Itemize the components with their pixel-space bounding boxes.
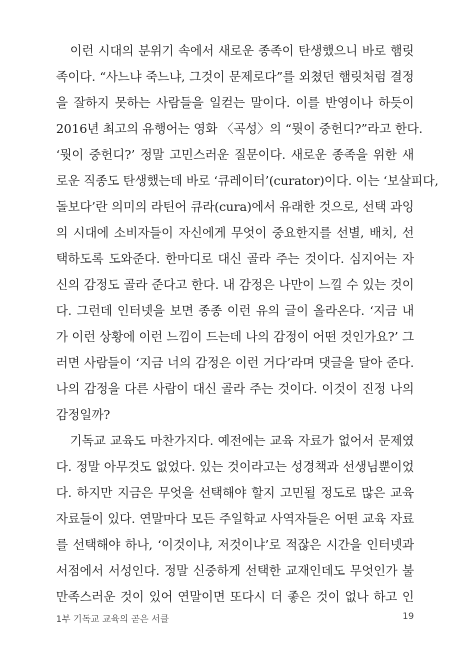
paragraph-1-line: 족이다. “사느냐 죽느냐, 그것이 문제로다”를 외쳤던 햄릿처럼 결정 xyxy=(56,69,414,84)
paragraph-1-line: 신의 감정도 골라 준다고 한다. 내 감정은 나만이 느낄 수 있는 것이 xyxy=(56,277,414,292)
paragraph-1-line: 을 잘하지 못하는 사람들을 일컫는 말이다. 이를 반영이나 하듯이 xyxy=(56,95,414,110)
paragraph-1-line: 돌보다’란 의미의 라틴어 큐라(cura)에서 유래한 것으로, 선택 과잉 xyxy=(56,199,414,214)
paragraph-2-line: 자료들이 있다. 연말마다 모든 주일학교 사역자들은 어떤 교육 자료 xyxy=(56,511,414,526)
paragraph-1-line: 다. 그런데 인터넷을 보면 종종 이런 유의 글이 올라온다. ‘지금 내 xyxy=(56,303,414,318)
paragraph-1-line: 러면 사람들이 ‘지금 너의 감정은 이런 거다’라며 댓글을 달아 준다. xyxy=(56,355,414,370)
paragraph-1-line: 이런 시대의 분위기 속에서 새로운 종족이 탄생했으니 바로 햄릿 xyxy=(70,43,414,58)
page-footer xyxy=(56,612,414,626)
body-text xyxy=(56,38,439,610)
paragraph-1-line: 가 이런 상황에 이런 느낌이 드는데 나의 감정이 어떤 것인가요?’ 그 xyxy=(56,329,414,344)
paragraph-1-line: 로운 직종도 탄생했는데 바로 ‘큐레이터’(curator)이다. 이는 ‘보살피다, xyxy=(56,173,439,188)
page-number: 19 xyxy=(402,612,414,622)
paragraph-1-last-line: 감정일까? xyxy=(56,407,111,422)
paragraph-1-line: 나의 감정을 다른 사람이 대신 골라 주는 것이다. 이것이 진정 나의 xyxy=(56,381,414,396)
paragraph-1-line: 의 시대에 소비자들이 자신에게 무엇이 중요한지를 선별, 배치, 선 xyxy=(56,225,414,240)
paragraph-2-line: 만족스러운 것이 있어 연말이면 또다시 더 좋은 것이 없나 하고 인 xyxy=(56,589,414,604)
paragraph-2-line: 기독교 교육도 마찬가지다. 예전에는 교육 자료가 없어서 문제였 xyxy=(70,433,414,448)
paragraph-2-line: 다. 정말 아무것도 없었다. 있는 것이라고는 성경책과 선생님뿐이었 xyxy=(56,459,414,474)
paragraph-1-line: 택하도록 도와준다. 한마디로 대신 골라 주는 것이다. 심지어는 자 xyxy=(56,251,414,266)
paragraph-1-line: ‘뭣이 중헌디?’ 정말 고민스러운 질문이다. 새로운 종족을 위한 새 xyxy=(56,147,414,162)
running-head: 1부 기독교 교육의 곧은 서클 xyxy=(56,615,169,625)
paragraph-1-line: 2016년 최고의 유행어는 영화 〈곡성〉의 “뭣이 중헌디?”라고 한다. xyxy=(56,121,423,136)
paragraph-2-line: 를 선택해야 하나, ‘이것이냐, 저것이냐’로 적잖은 시간을 인터넷과 xyxy=(56,537,414,552)
paragraph-2-line: 서점에서 서성인다. 정말 신중하게 선택한 교재인데도 무엇인가 불 xyxy=(56,563,414,578)
paragraph-2-line: 다. 하지만 지금은 무엇을 선택해야 할지 고민될 정도로 많은 교육 xyxy=(56,485,414,500)
